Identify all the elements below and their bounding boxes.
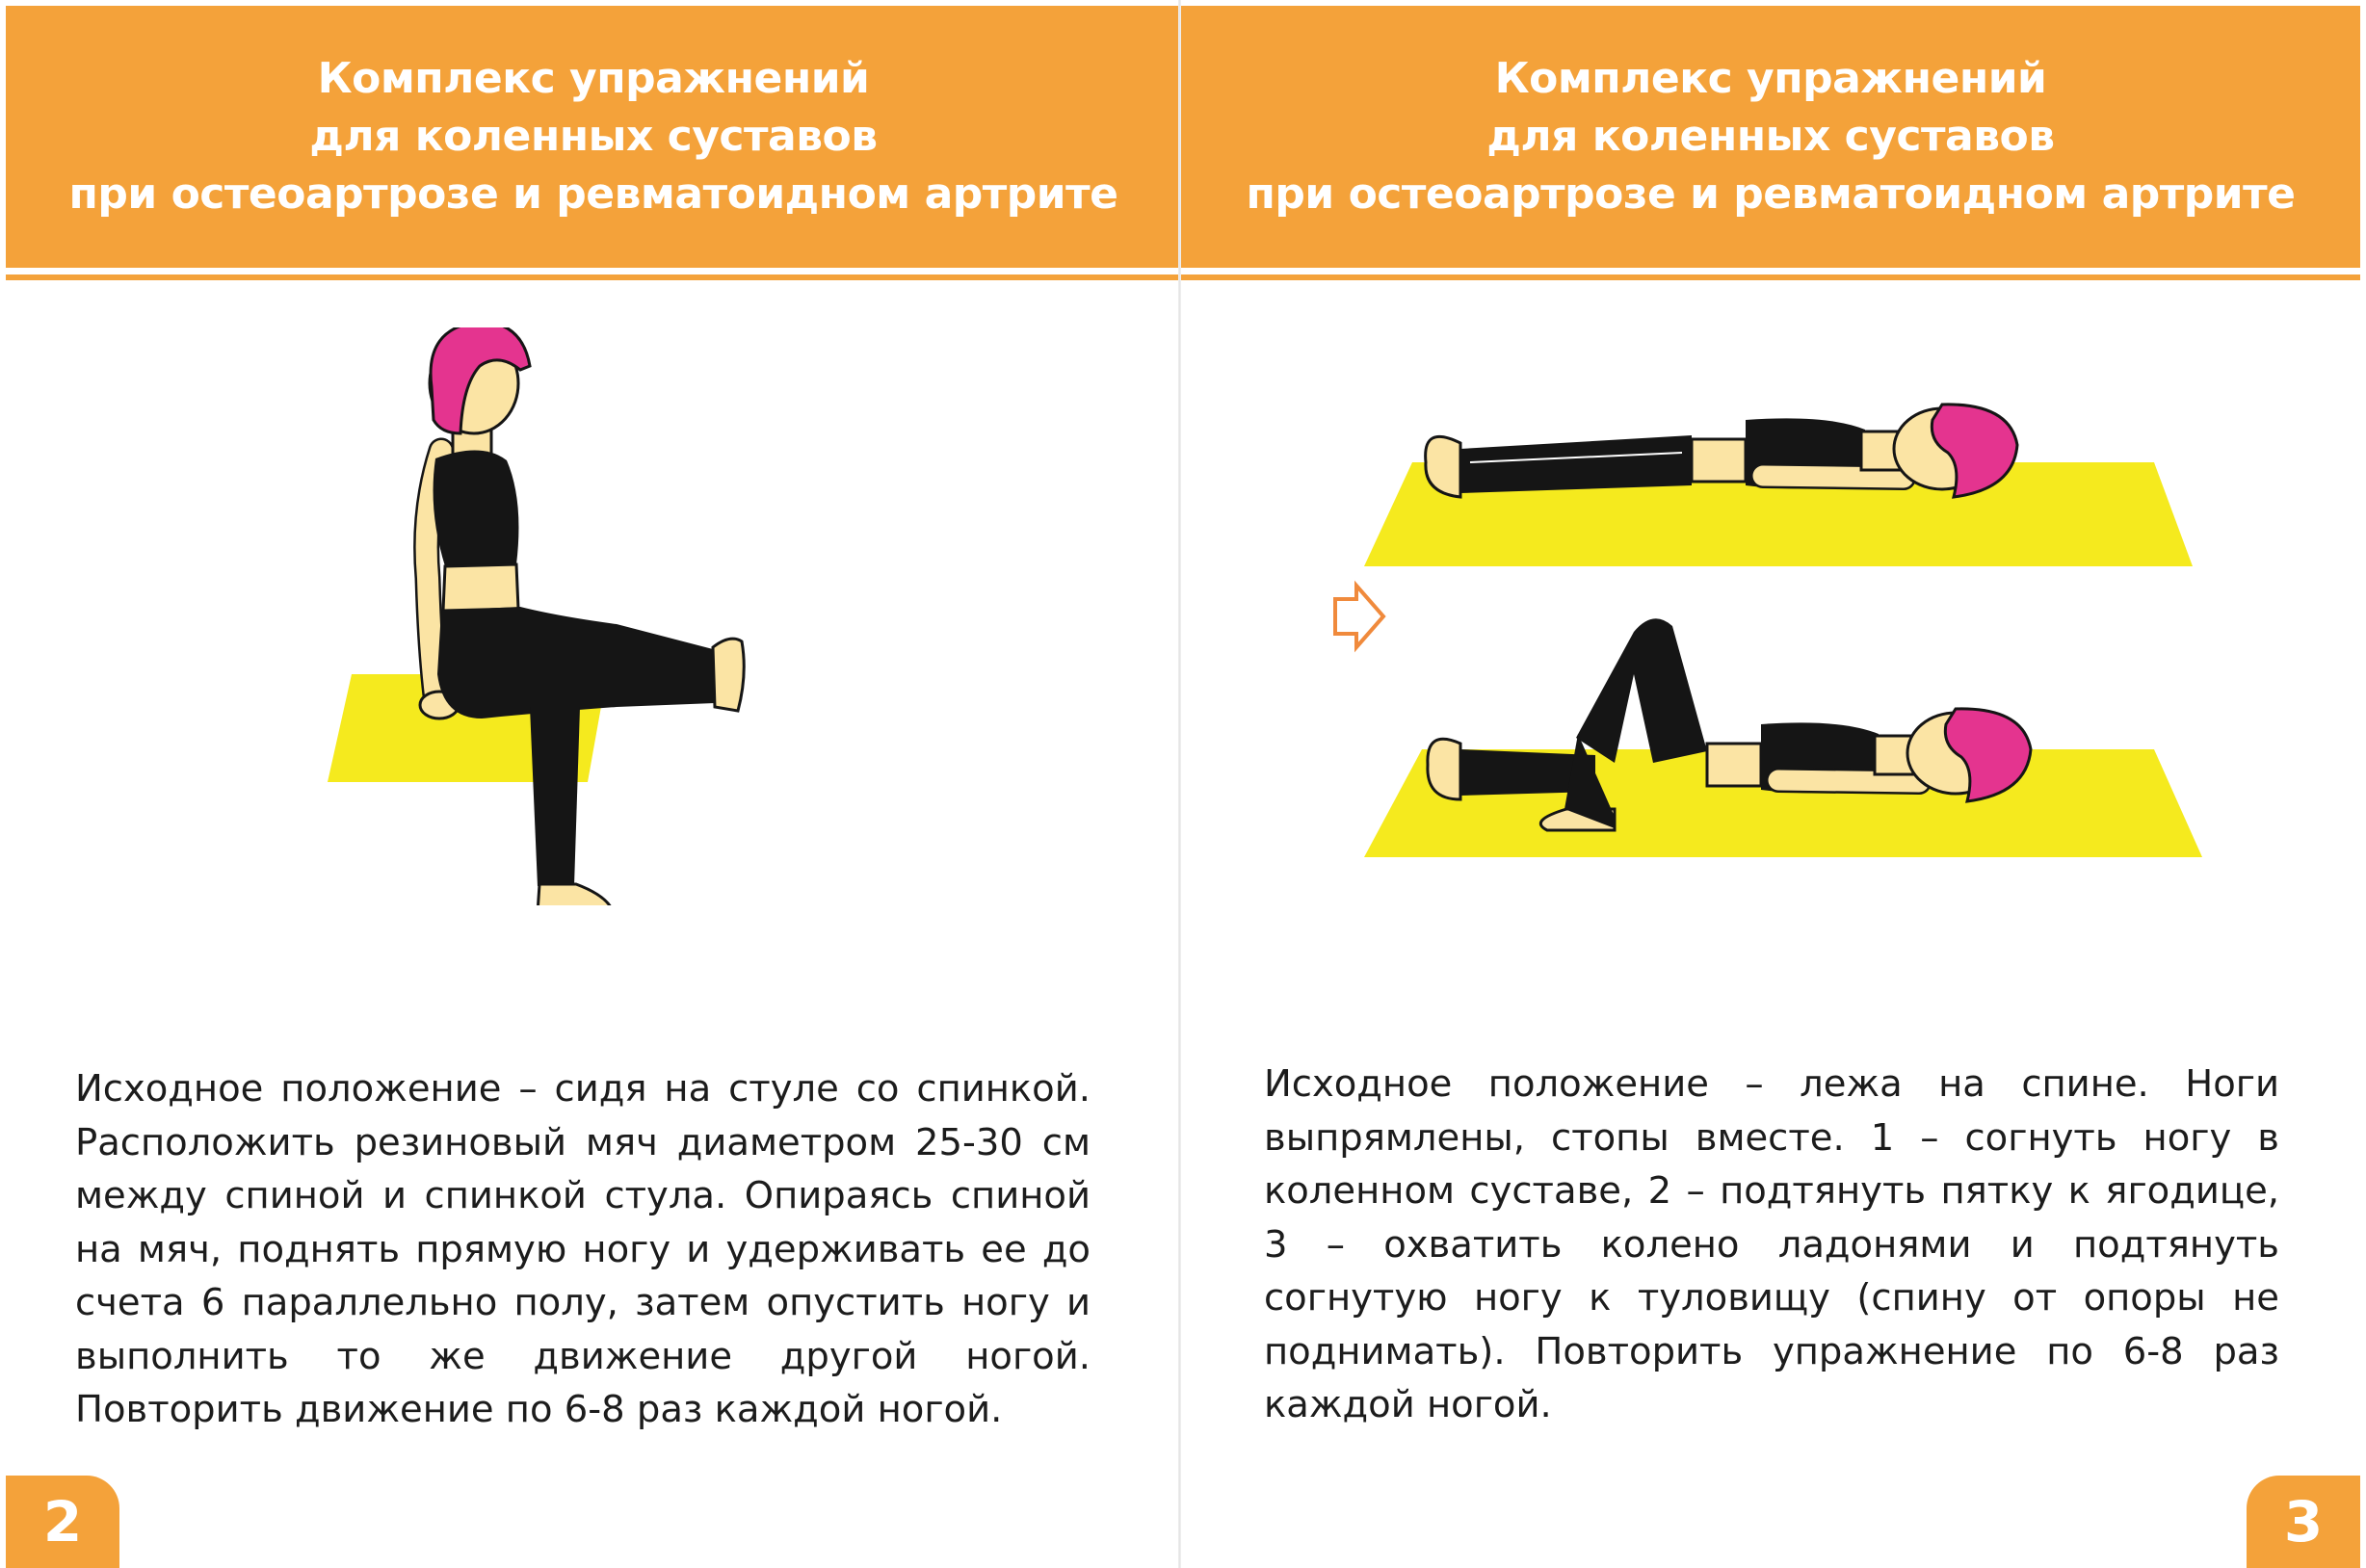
- header-title-line-1: Комплекс упражнений: [1494, 54, 2047, 103]
- page-number: 2: [6, 1476, 119, 1568]
- outline-right-arrow-icon: [1335, 586, 1383, 647]
- header-title-line-2: для коленных суставов: [309, 112, 878, 161]
- exercise-description: Исходное положение – лежа на спине. Ноги выпрямлены, стопы вместе. 1 – согнуть ногу в коленном суставе, 2 – подтянуть пятку к ягодице, 3 – охватить колено ладонями и подтянуть согнутую ногу к туловищу (спину от опоры не поднимать). Повторить упражнение по 6-8 раз каждой ногой.: [1264, 1062, 2279, 1426]
- header-title-line-1: Комплекс упражнений: [317, 54, 870, 103]
- left-page: [0, 0, 1181, 1568]
- woman-seated-leg-raise-illustration: [328, 327, 828, 905]
- page-number: 3: [2247, 1476, 2360, 1568]
- exercise-description: Исходное положение – сидя на стуле со спинкой. Расположить резиновый мяч диаметром 25-30 см между спиной и спинкой стула. Опираясь спиной на мяч, поднять прямую ногу и удерживать ее до счета 6 параллельно полу, затем опустить ногу и выполнить то же движение другой ногой. Повторить движение по 6-8 раз каждой ногой.: [75, 1067, 1091, 1431]
- header-title-line-3: при остеоартрозе и ревматоидном артрите: [1246, 170, 2296, 219]
- header-title-line-3: при остеоартрозе и ревматоидном артрите: [68, 170, 1118, 219]
- right-page: [1181, 0, 2366, 1568]
- header-title-line-2: для коленных суставов: [1486, 112, 2055, 161]
- header-rule: [1181, 274, 2360, 280]
- header-rule: [6, 274, 1181, 280]
- woman-lying-knee-bend-illustration: [1326, 385, 2289, 886]
- left-page-header: [6, 6, 1181, 268]
- right-page-header: [1181, 6, 2360, 268]
